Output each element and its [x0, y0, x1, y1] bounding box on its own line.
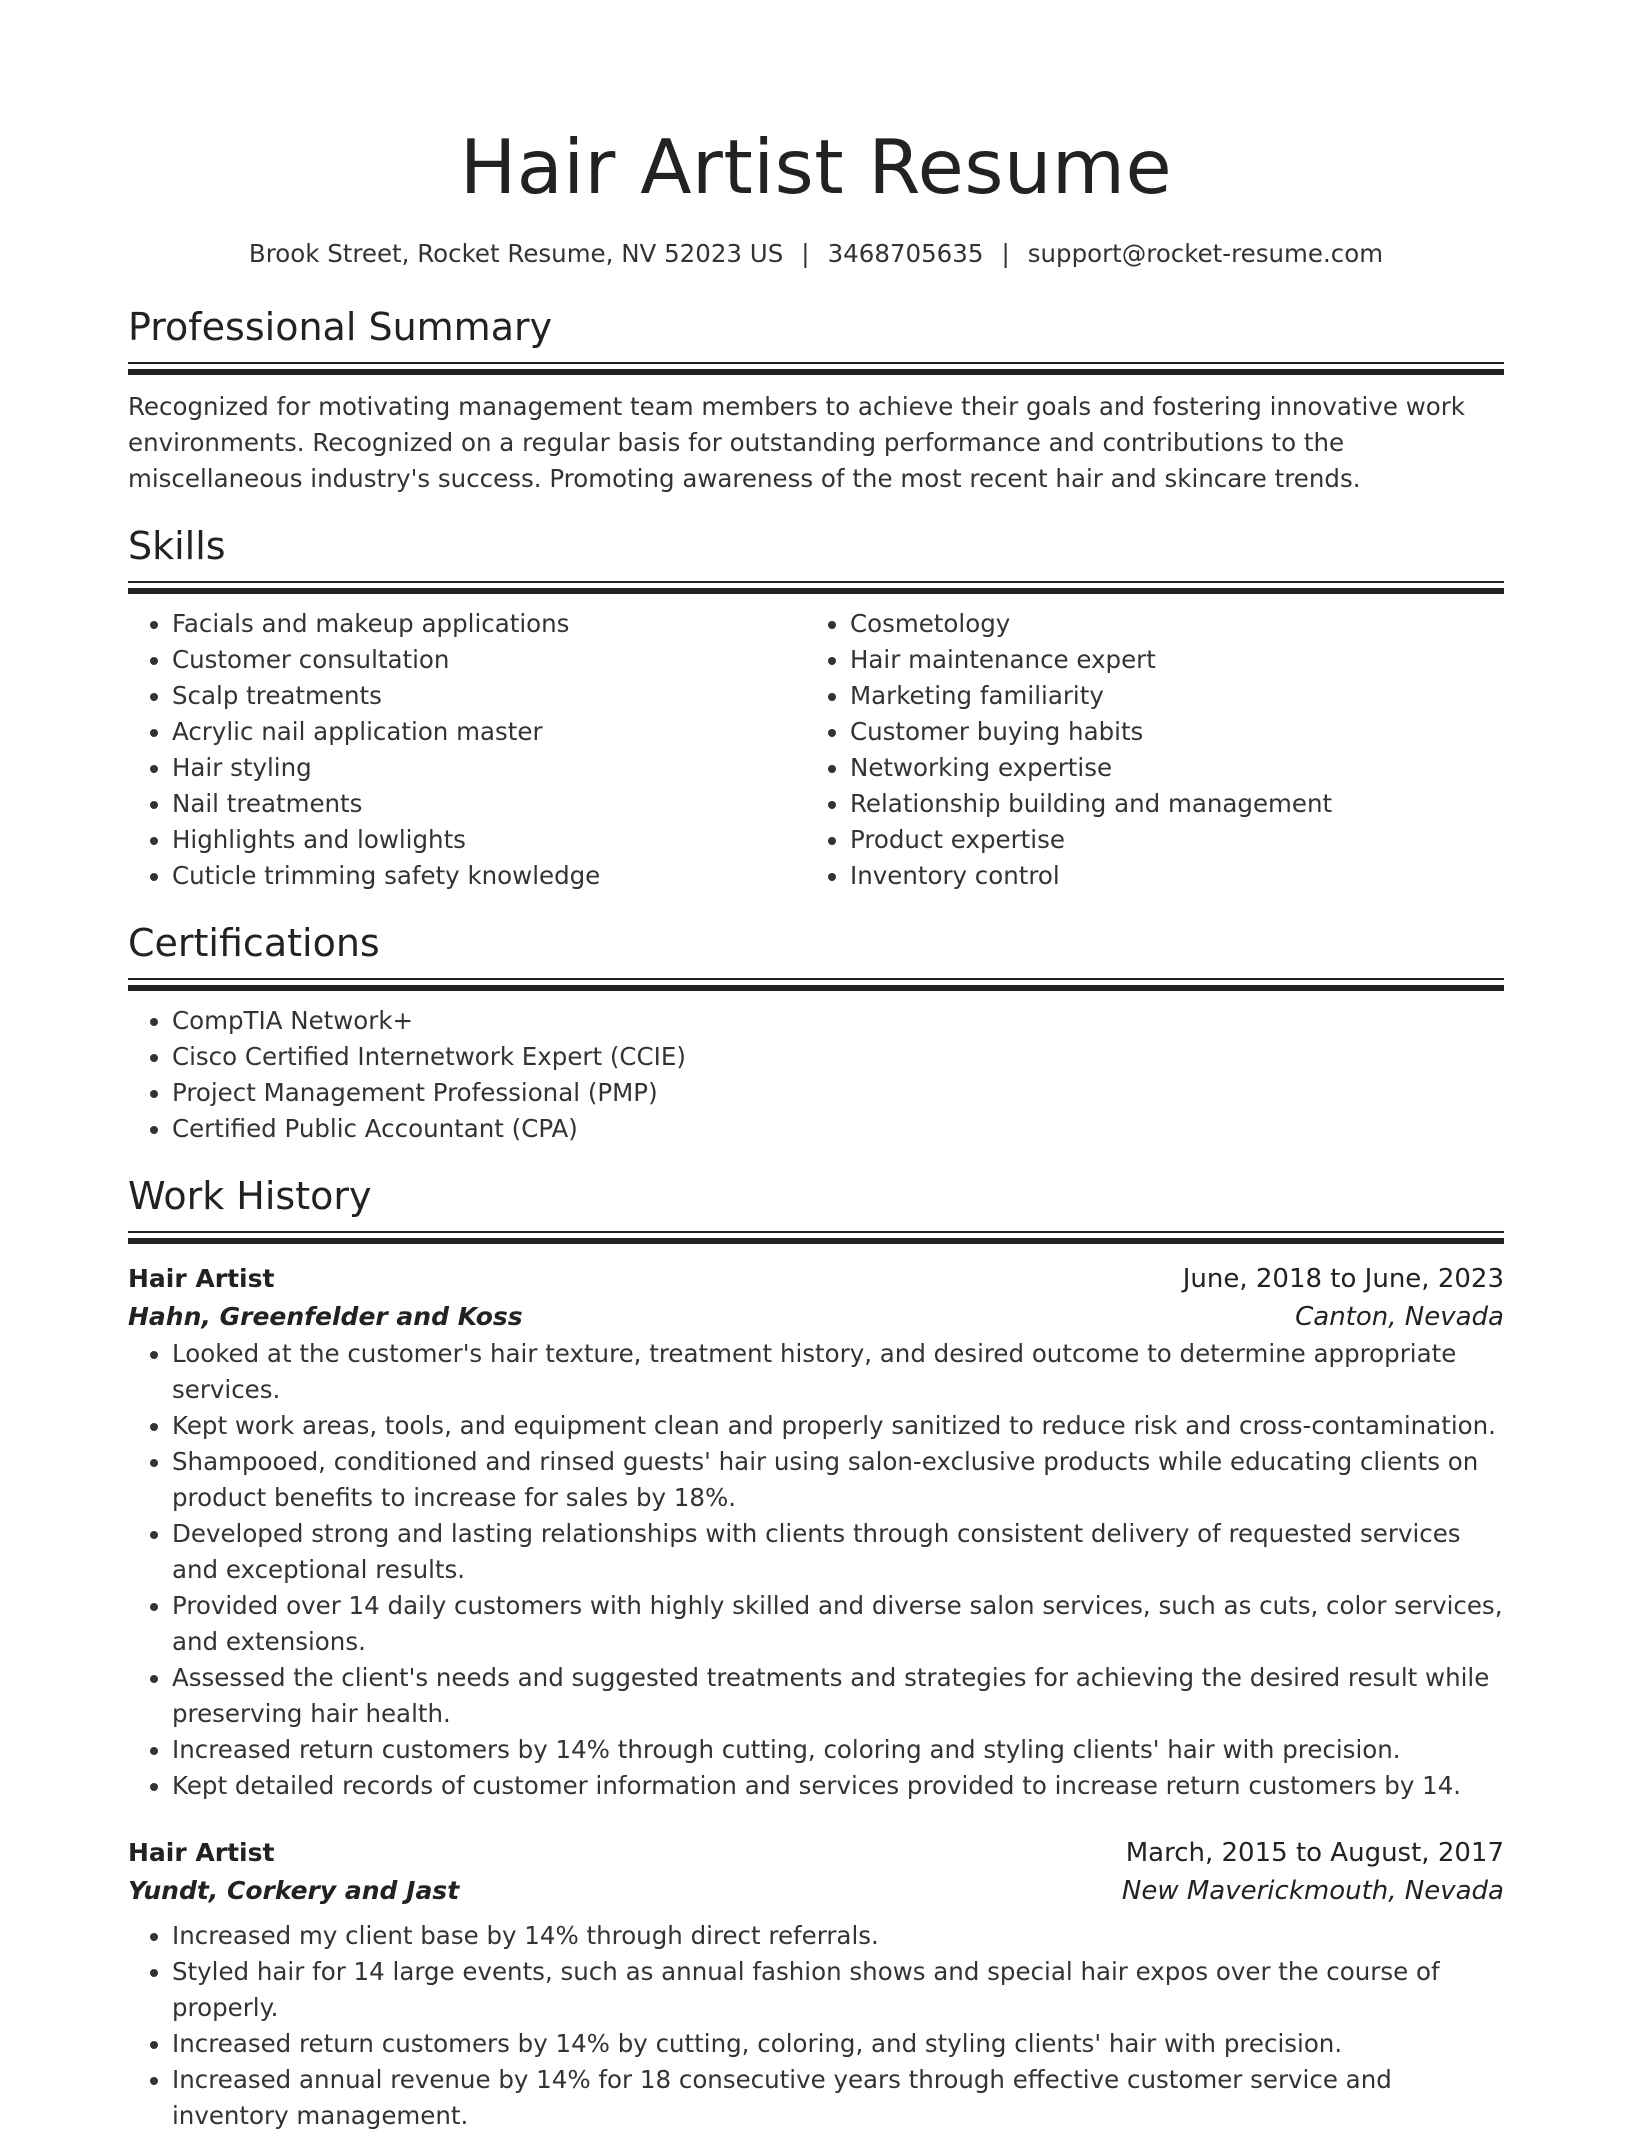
- contact-line: [128, 238, 1504, 270]
- section-divider: [128, 581, 1504, 596]
- section-heading-certifications: Certifications: [128, 921, 380, 965]
- job-duties-list: [128, 1336, 1504, 1804]
- work-history-section: [128, 1173, 1504, 2134]
- list-item: • Customer buying habits: [850, 714, 1484, 750]
- job-company-row: [128, 1872, 1504, 1910]
- list-item: • Scalp treatments: [172, 678, 806, 714]
- list-item: • Increased return customers by 14% through cutting, coloring and styling clients' hair with precision.: [172, 1732, 1504, 1768]
- summary-text: Recognized for motivating management team members to achieve their goals and fostering innovative work environments. Recognized on a regular basis for outstanding performance and contributions to the miscellaneous industry's success. Promoting awareness of the most recent hair and skincare trends.: [128, 392, 1465, 493]
- certifications-list: [128, 1003, 1504, 1147]
- list-item: • Provided over 14 daily customers with highly skilled and diverse salon services, such as cuts, color services, and extensions.: [172, 1588, 1504, 1660]
- skills-list-right: [806, 606, 1484, 894]
- job-location: New Maverickmouth, Nevada: [1121, 1876, 1504, 1906]
- job-dates: March, 2015 to August, 2017: [1125, 1838, 1504, 1868]
- section-divider: [128, 978, 1504, 993]
- certifications-section: [128, 920, 1504, 1147]
- list-item: • Increased return customers by 14% by cutting, coloring, and styling clients' hair with precision.: [172, 2026, 1504, 2062]
- section-heading-work-history: Work History: [128, 1174, 372, 1218]
- list-item: • CompTIA Network+: [172, 1003, 1504, 1039]
- list-item: • Assessed the client's needs and suggested treatments and strategies for achieving the desired result while preserving hair health.: [172, 1660, 1504, 1732]
- list-item: • Product expertise: [850, 822, 1484, 858]
- list-item: • Developed strong and lasting relationships with clients through consistent delivery of requested services and exceptional results.: [172, 1516, 1504, 1588]
- job-header-row: [128, 1834, 1504, 1872]
- job-entry: [128, 1260, 1504, 1804]
- resume-page: [128, 0, 1504, 2134]
- skills-section: [128, 523, 1504, 894]
- list-item: • Cuticle trimming safety knowledge: [172, 858, 806, 894]
- list-item: • Project Management Professional (PMP): [172, 1075, 1504, 1111]
- contact-separator: |: [1001, 239, 1010, 268]
- list-item: • Increased annual revenue by 14% for 18 consecutive years through effective customer service and inventory management.: [172, 2062, 1504, 2134]
- section-divider: [128, 1231, 1504, 1246]
- skills-list-left: [128, 606, 806, 894]
- list-item: • Relationship building and management: [850, 786, 1484, 822]
- job-dates: June, 2018 to June, 2023: [1182, 1264, 1504, 1294]
- skills-column-left: [128, 606, 806, 894]
- contact-phone: 3468705635: [827, 239, 984, 268]
- list-item: • Hair styling: [172, 750, 806, 786]
- job-company: Yundt, Corkery and Jast: [128, 1876, 460, 1905]
- list-item: • Facials and makeup applications: [172, 606, 806, 642]
- list-item: • Increased my client base by 14% through direct referrals.: [172, 1918, 1504, 1954]
- job-header-row: [128, 1260, 1504, 1298]
- list-item: • Inventory control: [850, 858, 1484, 894]
- job-entry: [128, 1834, 1504, 2134]
- section-divider: [128, 362, 1504, 377]
- list-item: • Nail treatments: [172, 786, 806, 822]
- job-duties-list: [128, 1918, 1504, 2134]
- list-item: • Looked at the customer's hair texture, treatment history, and desired outcome to determine appropriate services.: [172, 1336, 1504, 1408]
- skills-column-right: [806, 606, 1484, 894]
- section-heading-skills: Skills: [128, 524, 226, 568]
- skills-columns: [128, 606, 1504, 894]
- section-heading-summary: Professional Summary: [128, 305, 553, 349]
- list-item: • Kept work areas, tools, and equipment clean and properly sanitized to reduce risk and cross-contamination.: [172, 1408, 1504, 1444]
- contact-email[interactable]: support@rocket-resume.com: [1027, 239, 1384, 268]
- list-item: • Acrylic nail application master: [172, 714, 806, 750]
- list-item: • Customer consultation: [172, 642, 806, 678]
- job-title: Hair Artist: [128, 1264, 275, 1293]
- list-item: • Cosmetology: [850, 606, 1484, 642]
- job-title: Hair Artist: [128, 1838, 275, 1867]
- list-item: • Shampooed, conditioned and rinsed guests' hair using salon-exclusive products while educating clients on product benefits to increase for sales by 18%.: [172, 1444, 1504, 1516]
- summary-section: [128, 304, 1504, 497]
- list-item: • Hair maintenance expert: [850, 642, 1484, 678]
- contact-address: Brook Street, Rocket Resume, NV 52023 US: [248, 239, 784, 268]
- list-item: • Styled hair for 14 large events, such as annual fashion shows and special hair expos over the course of properly.: [172, 1954, 1504, 2026]
- job-location: Canton, Nevada: [1295, 1302, 1504, 1332]
- job-company: Hahn, Greenfelder and Koss: [128, 1302, 523, 1331]
- list-item: • Cisco Certified Internetwork Expert (CCIE): [172, 1039, 1504, 1075]
- list-item: • Networking expertise: [850, 750, 1484, 786]
- job-company-row: [128, 1298, 1504, 1336]
- list-item: • Certified Public Accountant (CPA): [172, 1111, 1504, 1147]
- list-item: • Marketing familiarity: [850, 678, 1484, 714]
- list-item: • Highlights and lowlights: [172, 822, 806, 858]
- contact-separator: |: [801, 239, 810, 268]
- resume-title: Hair Artist Resume: [459, 123, 1173, 211]
- list-item: • Kept detailed records of customer information and services provided to increase return customers by 14.: [172, 1768, 1504, 1804]
